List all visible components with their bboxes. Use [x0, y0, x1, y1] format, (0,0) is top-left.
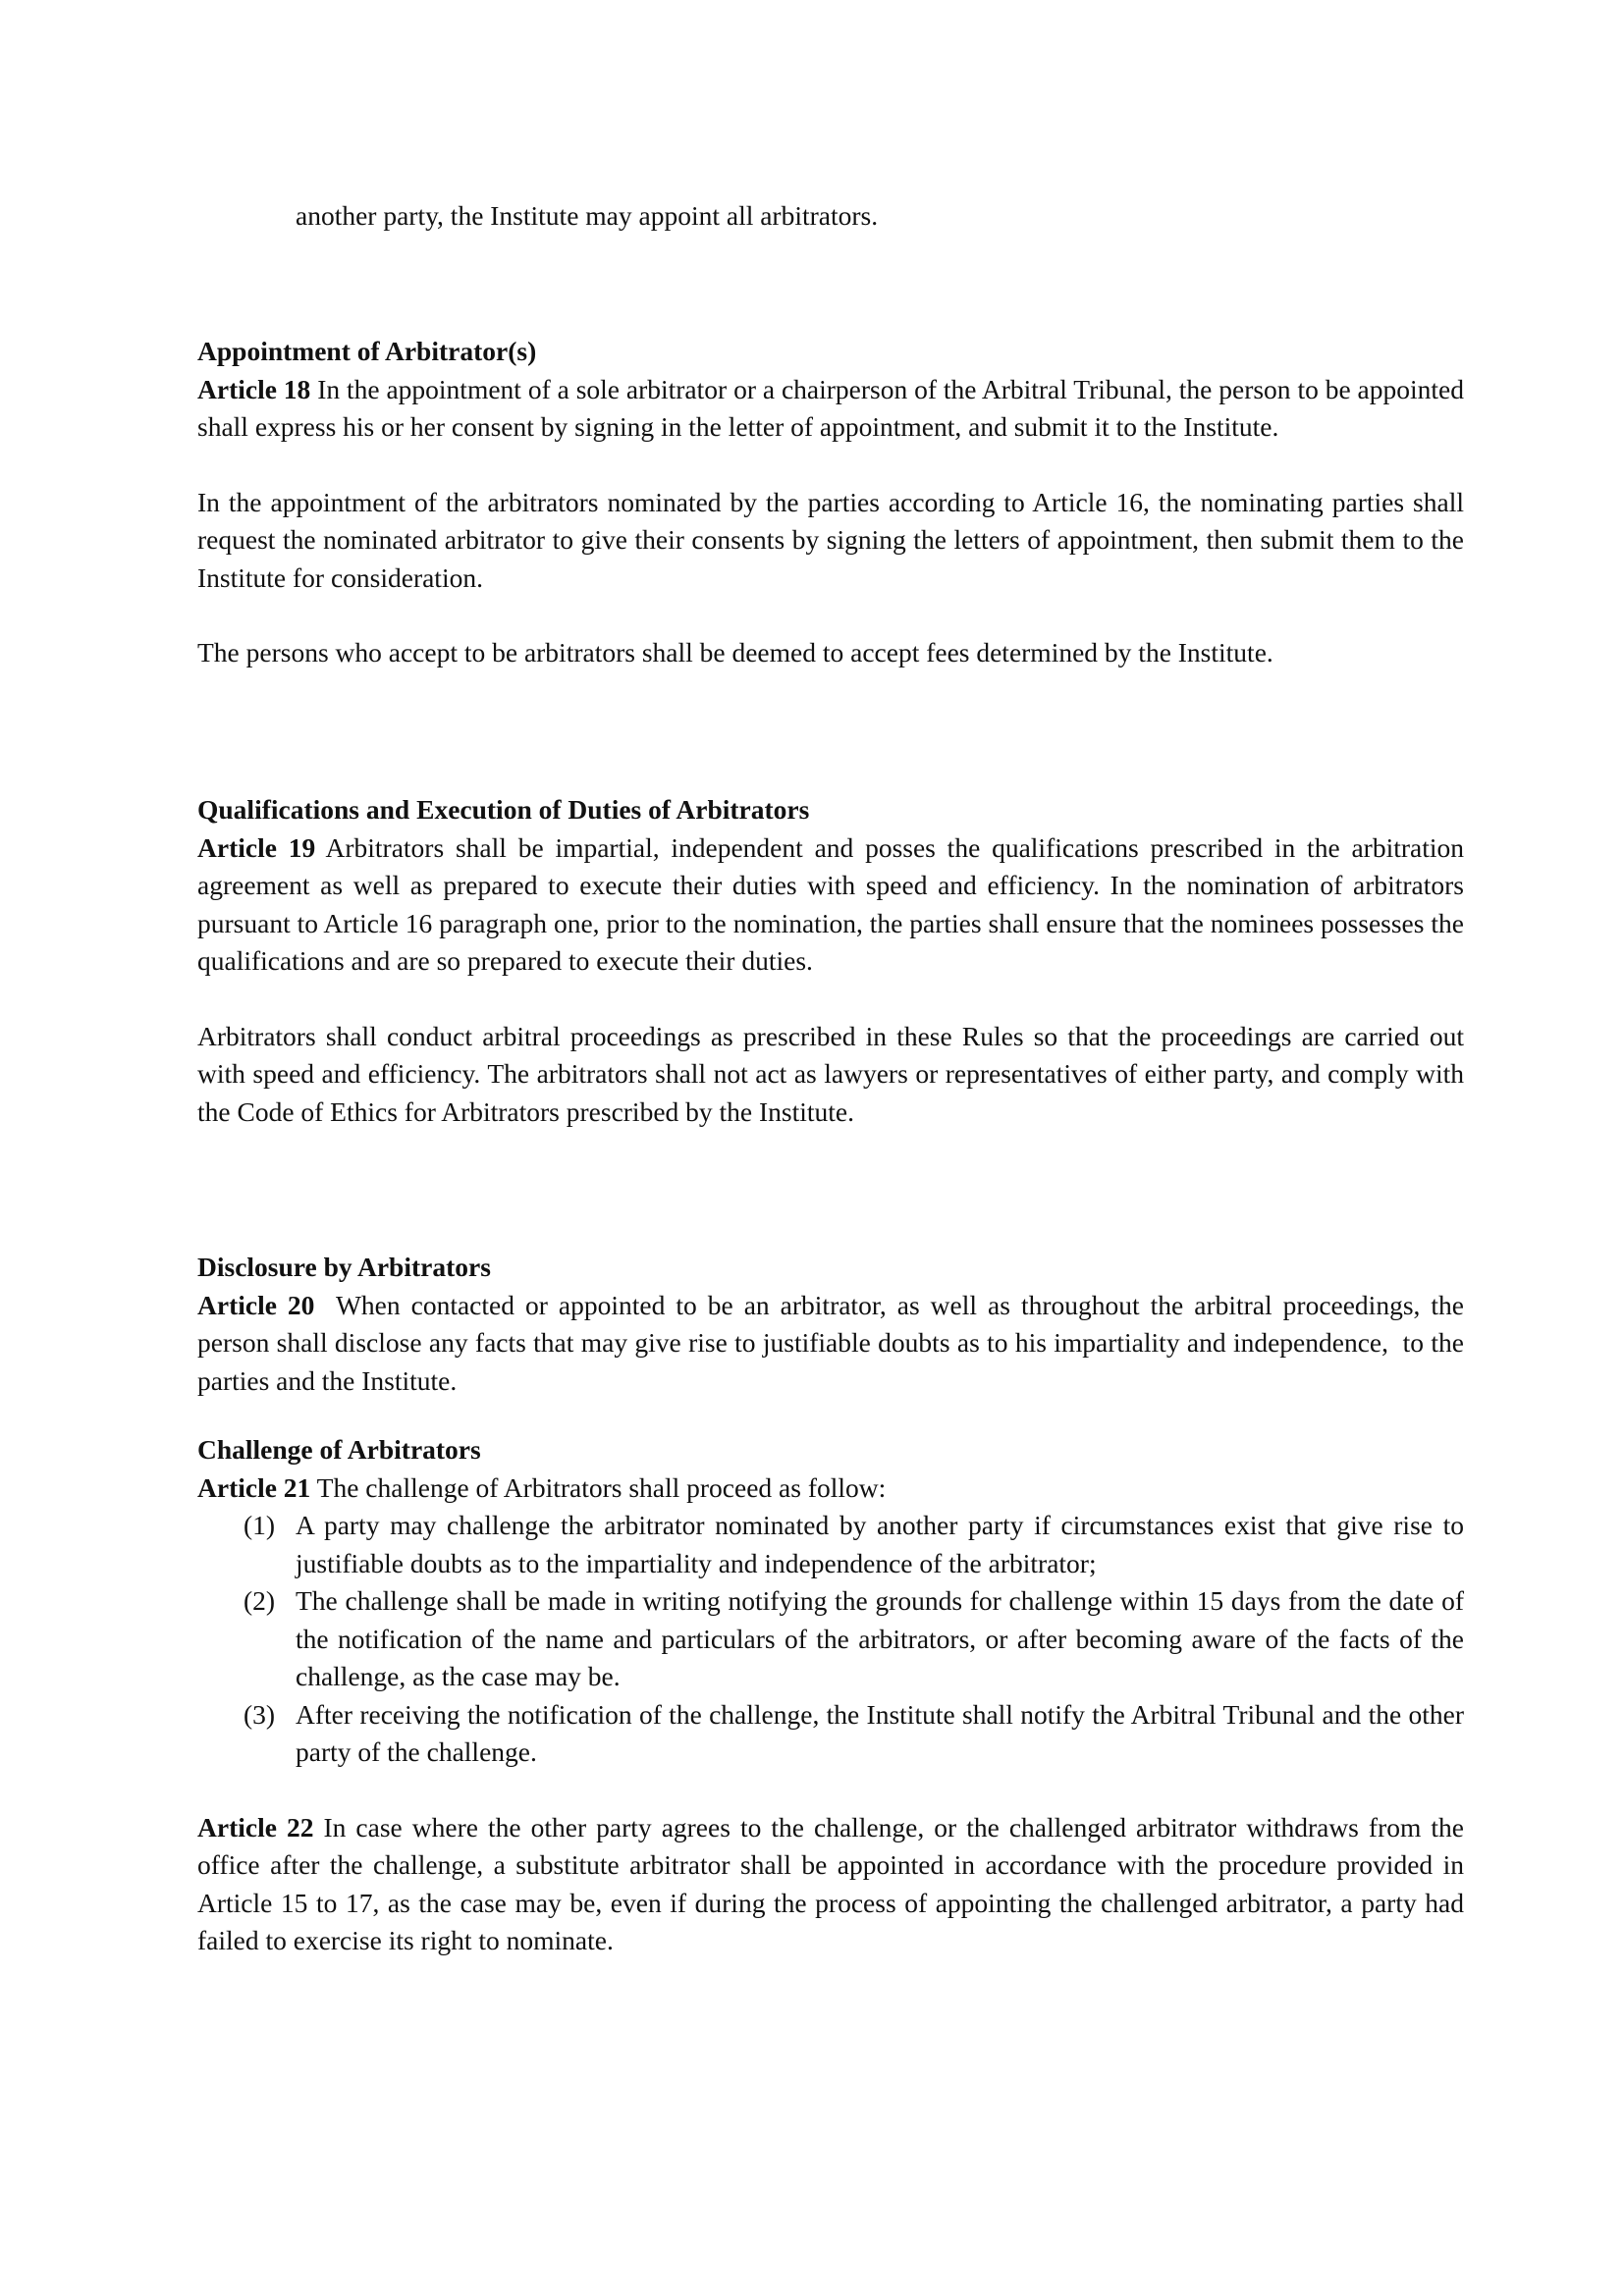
section-challenge — [197, 1431, 1464, 1960]
article-label: Article 20 — [197, 1289, 315, 1320]
continuation-text: another party, the Institute may appoint all arbitrators. — [296, 200, 879, 231]
article-text: Arbitrators shall be impartial, independent and posses the qualifications prescribed in the arbitration agreement as well as prepared to execute their duties with speed and efficiency. In the nomination of arbitrators pursuant to Article 16 paragraph one, prior to the nomination, the parties shall ensure that the nominees possesses the qualifications and are so prepared to execute their duties. — [197, 831, 1464, 976]
list-text: After receiving the notification of the challenge, the Institute shall notify the Arbitral Tribunal and the other party of the challenge. — [296, 1698, 1464, 1767]
list-text: A party may challenge the arbitrator nominated by another party if circumstances exist that give rise to justifiable doubts as to the impartiality and independence of the arbitrator; — [296, 1510, 1464, 1578]
article-text: The challenge of Arbitrators shall proceed as follow: — [310, 1471, 887, 1503]
article-text: In the appointment of a sole arbitrator or a chairperson of the Arbitral Tribunal, the person to be appointed shall express his or her consent by signing in the letter of appointment, and submit it to the Institute. — [197, 373, 1464, 442]
article-21-paragraph — [197, 1469, 1464, 1508]
challenge-list — [197, 1507, 1464, 1772]
section-heading: Qualifications and Execution of Duties of Arbitrators — [197, 794, 810, 825]
article-22-paragraph — [197, 1809, 1464, 1960]
section-disclosure — [197, 1249, 1471, 1400]
section-qualifications — [197, 791, 1464, 1131]
article-19-paragraph — [197, 829, 1464, 981]
list-item — [197, 1582, 1464, 1696]
article-20-paragraph — [197, 1287, 1471, 1401]
article-18-paragraph-2: In the appointment of the arbitrators nominated by the parties according to Article 16, the nominating parties shall request the nominated arbitrator to give their consents by signing the letters of appointment, then submit them to the Institute for consideration. — [197, 486, 1464, 593]
article-18-paragraph-3: The persons who accept to be arbitrators shall be deemed to accept fees determined by the Institute. — [197, 637, 1273, 667]
article-label: Article 21 — [197, 1471, 311, 1503]
article-18-paragraph — [197, 371, 1464, 447]
list-item — [197, 1696, 1464, 1772]
list-item — [197, 1507, 1464, 1582]
section-appointment — [197, 333, 1464, 672]
list-number: (1) — [244, 1510, 276, 1540]
article-text: When contacted or appointed to be an arbitrator, as well as throughout the arbitral proceedings, the person shall disclose any facts that may give rise to justifiable doubts as to his impartiality and independence, to the parties and the Institute. — [197, 1289, 1471, 1396]
article-label: Article 19 — [197, 831, 316, 863]
section-heading: Appointment of Arbitrator(s) — [197, 336, 537, 366]
article-label: Article 22 — [197, 1811, 314, 1842]
list-number: (3) — [244, 1698, 276, 1730]
section-heading: Disclosure by Arbitrators — [197, 1252, 491, 1282]
article-label: Article 18 — [197, 373, 311, 404]
article-text: In case where the other party agrees to the challenge, or the challenged arbitrator withdraws from the office after the challenge, a substitute arbitrator shall be appointed in accordance with the procedure provided in Article 15 to 17, as the case may be, even if during the process of appointing the challenged arbitrator, a party had failed to exercise its right to nominate. — [197, 1811, 1464, 1955]
section-heading: Challenge of Arbitrators — [197, 1434, 481, 1465]
article-19-paragraph-2: Arbitrators shall conduct arbitral proceedings as prescribed in these Rules so that the proceedings are carried out with speed and efficiency. The arbitrators shall not act as lawyers or representatives of either party, and comply with the Code of Ethics for Arbitrators prescribed by the Institute. — [197, 1020, 1464, 1127]
list-number: (2) — [244, 1585, 276, 1616]
list-text: The challenge shall be made in writing notifying the grounds for challenge within 15 days from the date of the notification of the name and particulars of the arbitrators, or after becoming aware of the facts of the challenge, as the case may be. — [296, 1585, 1464, 1691]
